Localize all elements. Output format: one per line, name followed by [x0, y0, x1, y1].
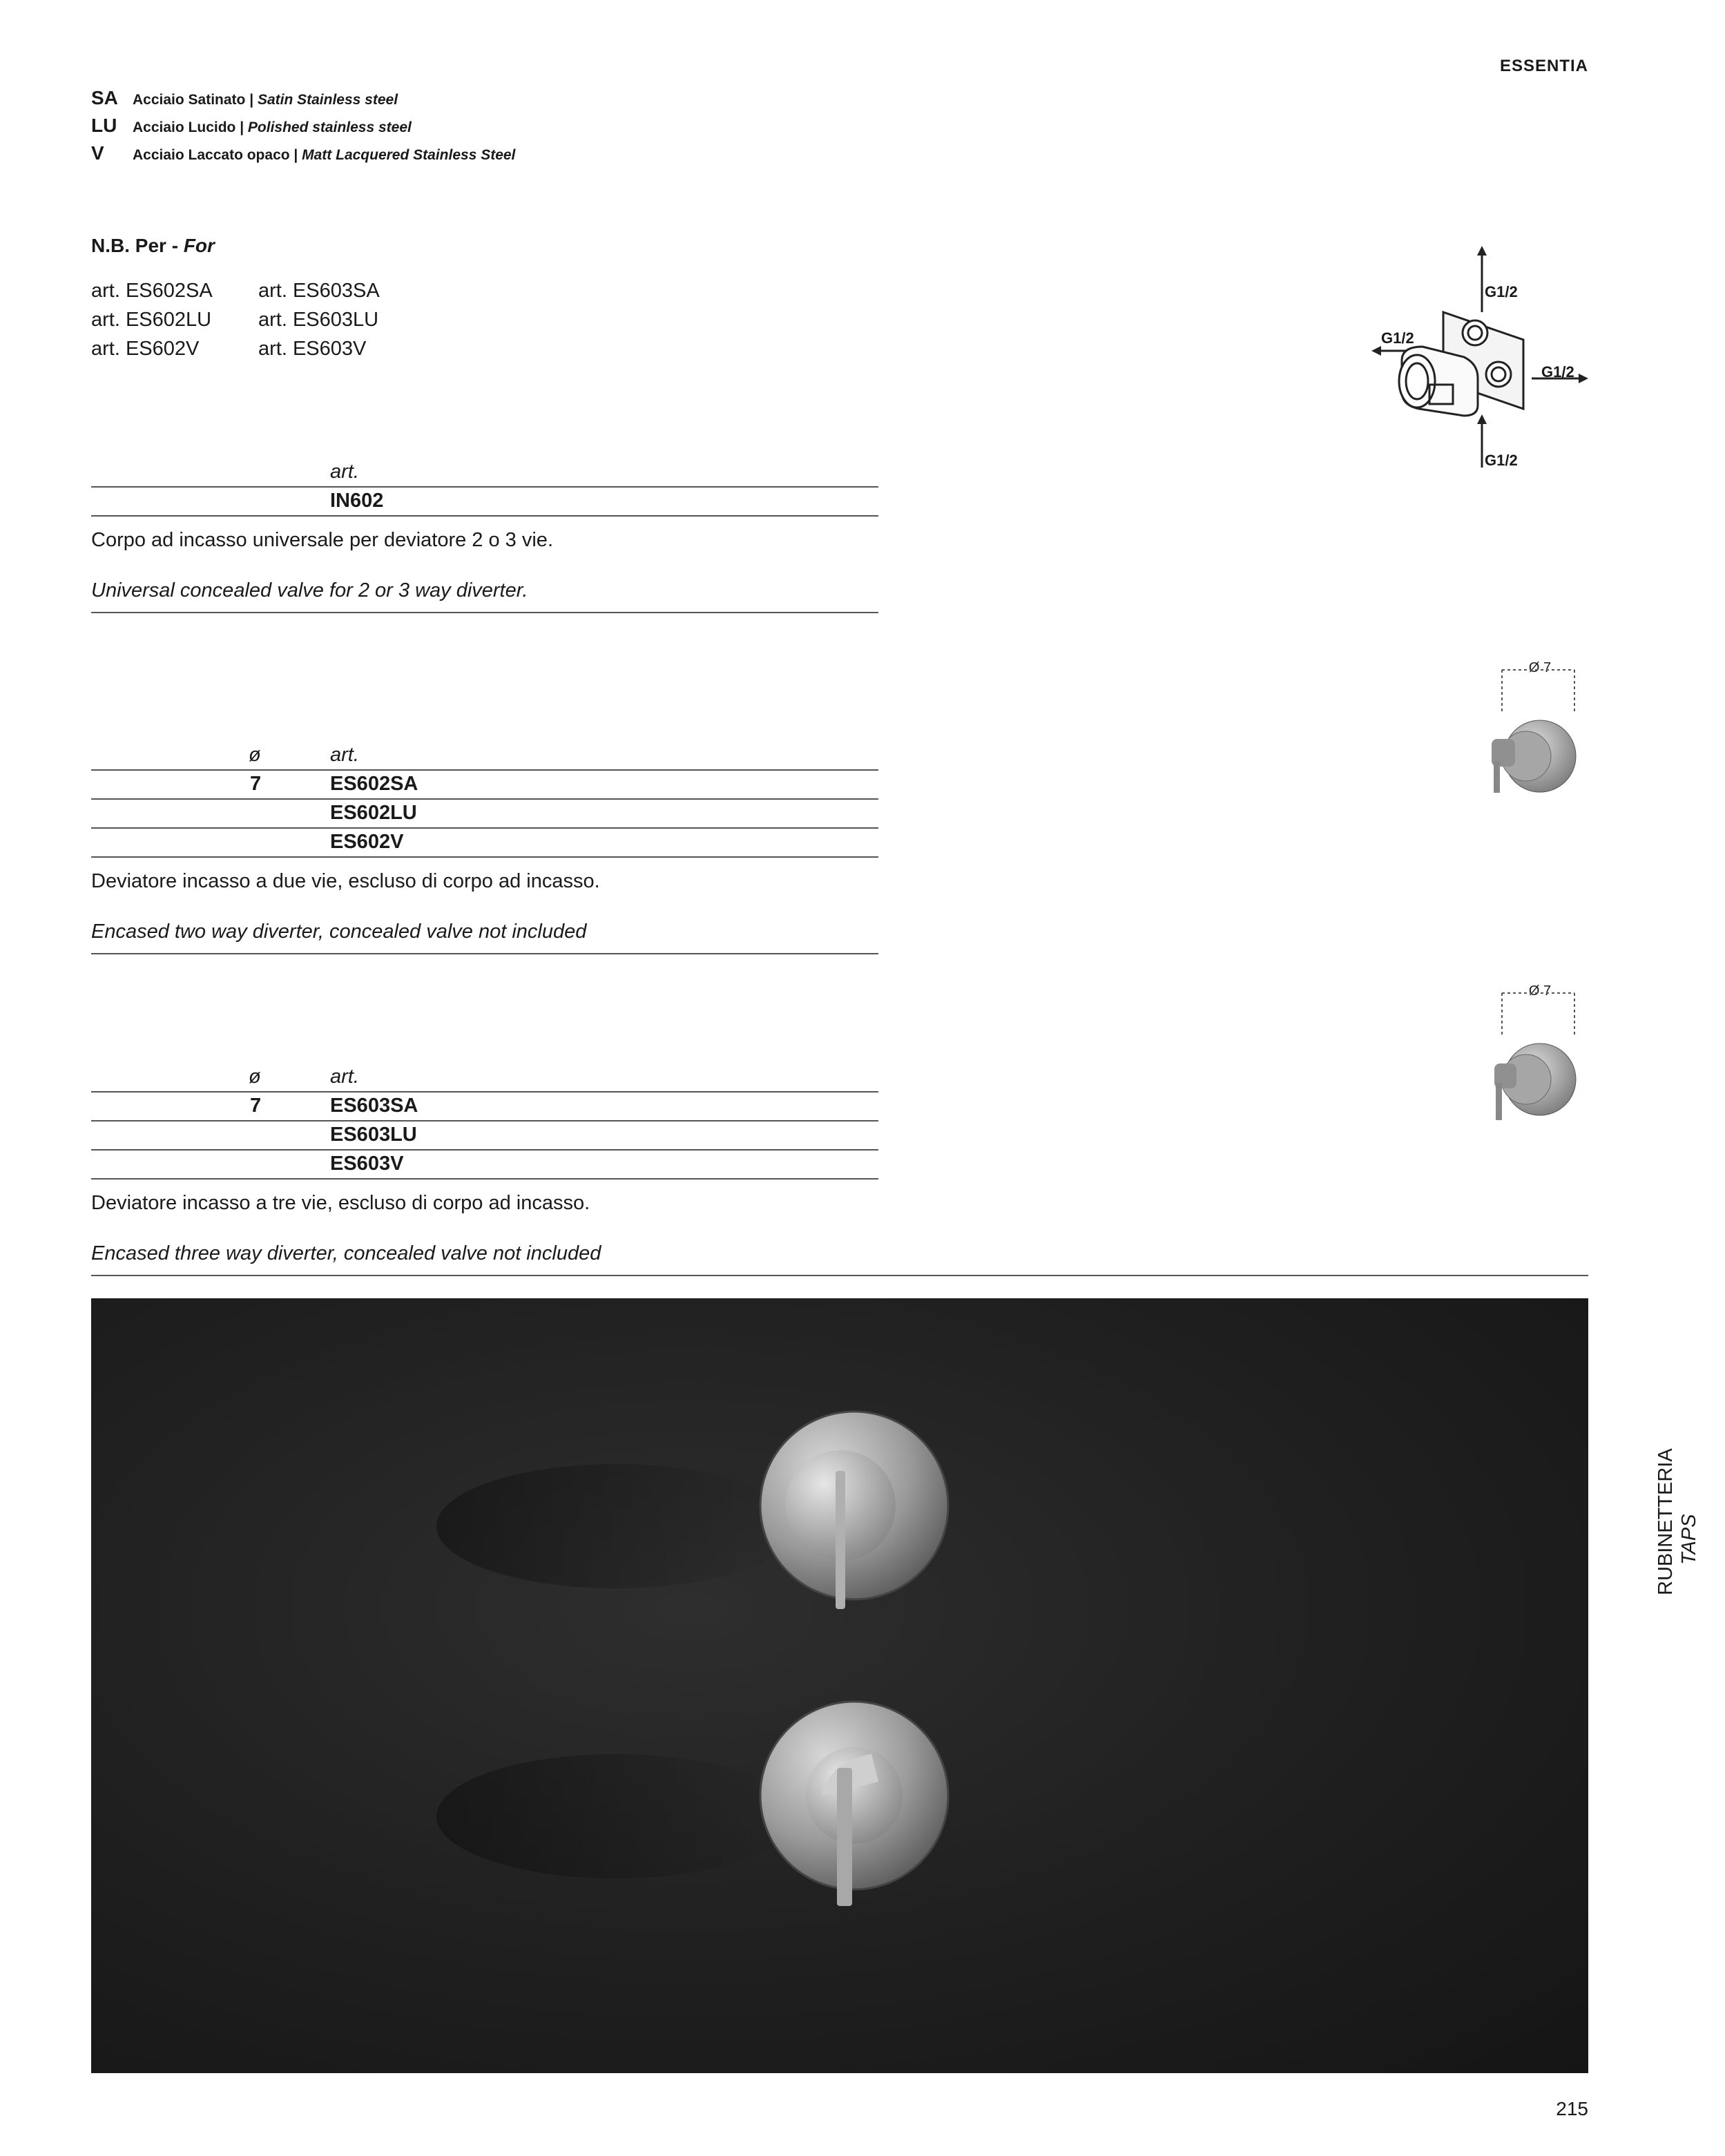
finish-row-v: [91, 142, 515, 170]
article-code: ES602LU: [330, 802, 417, 824]
diameter-label: Ø 7: [1528, 983, 1552, 999]
inlet-left-label: G1/2: [1381, 329, 1414, 347]
product-section-es603: [91, 1063, 1588, 1276]
outlet-right-label: G1/2: [1541, 363, 1574, 381]
page-number: 215: [1556, 2098, 1588, 2119]
art-column-header: art.: [330, 461, 359, 483]
article-code: ES602SA: [330, 773, 418, 795]
finish-code: V: [91, 142, 104, 164]
brand-name: ESSENTIA: [1499, 57, 1588, 75]
table-header: [91, 459, 878, 488]
article-code: IN602: [330, 490, 384, 512]
table-row: [91, 1122, 878, 1151]
finish-row-sa: [91, 87, 398, 115]
table-row: [91, 771, 878, 800]
art-column-header: art.: [330, 1066, 359, 1088]
table-row: [91, 1151, 878, 1180]
table-header: [91, 1063, 878, 1093]
article-code: ES603V: [330, 1153, 404, 1175]
finish-separator: |: [235, 119, 248, 135]
description-it: Deviatore incasso a tre vie, escluso di corpo ad incasso.: [91, 1192, 590, 1214]
nb-heading: [91, 235, 215, 257]
finish-name-it: Acciaio Satinato: [133, 92, 246, 108]
outlet-bottom-label: G1/2: [1485, 452, 1518, 469]
article-code: ES602V: [330, 831, 404, 853]
diameter-label: Ø 7: [1528, 660, 1552, 675]
art-column-header: art.: [330, 744, 359, 766]
article-ref: art. ES603V: [258, 338, 367, 360]
finish-name-en: Matt Lacquered Stainless Steel: [302, 147, 516, 163]
finish-row-lu: [91, 115, 412, 142]
side-tab-it: RUBINETTERIA: [1655, 1448, 1677, 1595]
table-row: [91, 800, 878, 829]
finish-code: SA: [91, 87, 118, 108]
article-ref: art. ES602V: [91, 338, 200, 360]
concealed-valve-drawing: [1360, 243, 1595, 478]
table-row: [91, 488, 878, 517]
table-row: [91, 829, 878, 858]
nb-label: N.B. Per -: [91, 235, 184, 256]
finish-separator: |: [245, 92, 258, 108]
product-section-es602: [91, 742, 878, 954]
article-ref: art. ES603LU: [258, 309, 379, 331]
inlet-top-label: G1/2: [1485, 283, 1518, 300]
finish-code: LU: [91, 115, 117, 136]
side-tab-en: TAPS: [1678, 1514, 1700, 1565]
article-ref: art. ES603SA: [258, 280, 380, 302]
article-ref: art. ES602SA: [91, 280, 213, 302]
finish-name-en: Satin Stainless steel: [257, 92, 398, 108]
diameter-column-header: ø: [249, 1066, 261, 1088]
description-it: Deviatore incasso a due vie, escluso di corpo ad incasso.: [91, 870, 600, 892]
two-way-diverter-drawing: [1471, 663, 1588, 815]
product-section-in602: [91, 459, 878, 613]
section-side-tab: [1654, 1443, 1709, 1595]
finish-separator: |: [289, 147, 302, 163]
article-ref: art. ES602LU: [91, 309, 212, 331]
table-header: [91, 742, 878, 771]
article-code: ES603SA: [330, 1095, 418, 1117]
product-photo: [91, 1298, 1588, 2073]
finish-name-en: Polished stainless steel: [247, 119, 412, 135]
finish-name-it: Acciaio Laccato opaco: [133, 147, 290, 163]
diameter-value: 7: [250, 1095, 262, 1117]
finish-name-it: Acciaio Lucido: [133, 119, 236, 135]
diameter-value: 7: [250, 773, 262, 795]
description-it: Corpo ad incasso universale per deviatore 2 o 3 vie.: [91, 529, 553, 551]
diverter-photo-illustration: [91, 1298, 1588, 2073]
table-row: [91, 1093, 878, 1122]
article-code: ES603LU: [330, 1124, 417, 1146]
nb-label-en: For: [183, 235, 215, 256]
diameter-column-header: ø: [249, 744, 261, 766]
description-en: Encased two way diverter, concealed valve not included: [91, 921, 878, 954]
description-en: Universal concealed valve for 2 or 3 way diverter.: [91, 579, 878, 613]
description-en: Encased three way diverter, concealed valve not included: [91, 1242, 1588, 1276]
